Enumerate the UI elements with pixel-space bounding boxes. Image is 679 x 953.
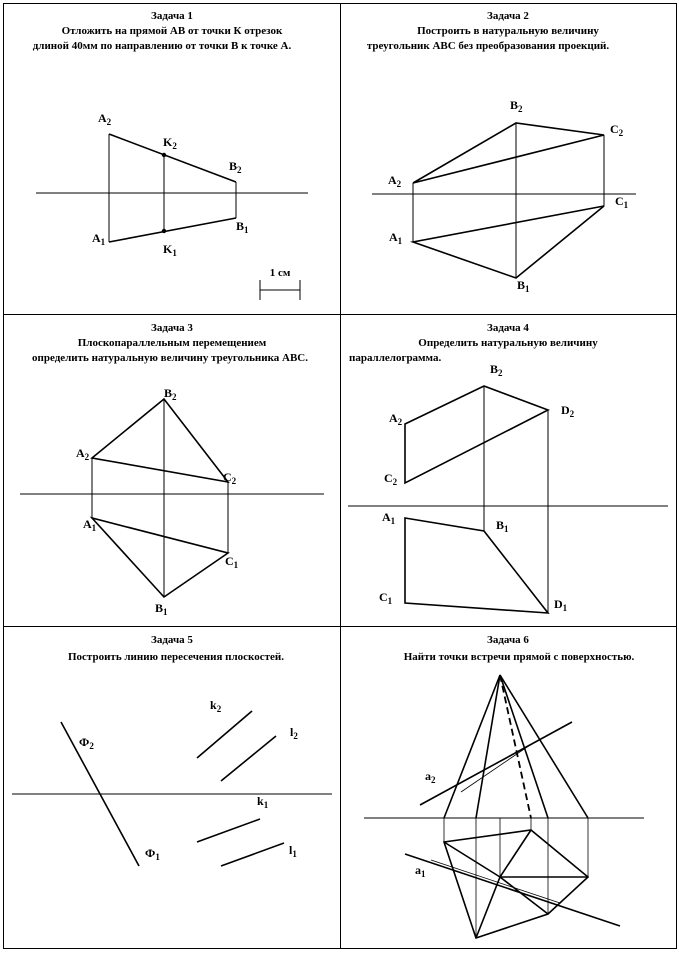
task-4-label-d1: $D_1$ (554, 597, 568, 613)
task-4-label-c2: $C_2$ (384, 471, 398, 487)
task-6-label-a1: $a_1$ (415, 863, 426, 879)
task-1-text-line-1: Отложить на прямой АВ от точки К отрезок (61, 25, 283, 37)
task-3-label-b2: $B_2$ (164, 386, 177, 402)
task-6-front-edge-1 (444, 675, 500, 818)
task-6-label-a2: $a_2$ (425, 769, 436, 785)
task-6-top-edge-1 (444, 842, 500, 877)
task-2-panel (367, 10, 636, 294)
task-2-label-c2: $C_2$ (610, 122, 624, 138)
task-1-point-k1 (162, 229, 166, 233)
task-1-scale-bar (260, 280, 300, 300)
task-5-line-k2 (197, 711, 252, 758)
task-4-label-b2: $B_2$ (490, 362, 503, 378)
task-4-text-line-1: Определить натуральную величину (418, 337, 598, 349)
task-6-top-base (444, 830, 588, 938)
task-3-triangle-top (92, 518, 228, 597)
task-3-label-b1: $B_1$ (155, 601, 168, 617)
task-5-drawing (12, 711, 332, 866)
task-2-triangle-top (413, 206, 604, 278)
task-3-drawing (20, 399, 324, 597)
task-4-title: Задача 4 (487, 322, 529, 334)
task-2-label-c1: $C_1$ (615, 194, 629, 210)
task-5-label-l2: $l_2$ (290, 725, 298, 741)
task-6-top-edge-5 (500, 830, 531, 877)
task-4-panel (348, 322, 668, 613)
grid-frame (4, 4, 677, 949)
task-5-panel (12, 634, 332, 866)
task-3-text-line-2: определить натуральную величину треугольника АВС. (32, 352, 308, 364)
task-4-text-line-2: параллелограмма. (349, 352, 442, 364)
task-5-label-k2: $k_2$ (210, 698, 222, 714)
task-3-panel (20, 322, 324, 617)
task-3-text-line-1: Плоскопараллельным перемещением (77, 337, 267, 349)
task-6-front-edge-4 (500, 675, 588, 818)
task-2-label-b1: $B_1$ (517, 278, 530, 294)
task-5-title: Задача 5 (151, 634, 193, 646)
task-2-text-line-1: Построить в натуральную величину (417, 25, 599, 37)
task-3-triangle-front (92, 399, 228, 482)
task-2-label-a2: $A_2$ (388, 173, 402, 189)
task-4-label-a1: $A_1$ (382, 510, 396, 526)
task-5-label-f1: $Ф_1$ (145, 846, 160, 862)
task-5-line-l2 (221, 736, 276, 781)
task-4-label-b1: $B_1$ (496, 518, 509, 534)
task-6-line-a2 (420, 722, 572, 805)
task-1-label-k1: $K_1$ (163, 242, 177, 258)
task-3-title: Задача 3 (151, 322, 193, 334)
task-1-point-k2 (162, 153, 166, 157)
task-4-parallelogram-top (405, 518, 548, 613)
task-3-label-a2: $A_2$ (76, 446, 90, 462)
task-2-label-b2: $B_2$ (510, 98, 523, 114)
task-4-label-a2: $A_2$ (389, 411, 403, 427)
task-6-top-edge-2 (476, 877, 500, 938)
task-2-label-a1: $A_1$ (389, 230, 403, 246)
task-1-text-line-2: длиной 40мм по направлению от точки В к точке А. (32, 40, 292, 52)
task-2-text-line-2: треугольник АВС без преобразования проекций. (366, 40, 610, 52)
task-6-front-edge-2 (476, 675, 500, 818)
task-5-line-k1 (197, 819, 260, 842)
task-5-line-l1 (221, 843, 284, 866)
task-1-label-b2: $B_2$ (229, 159, 242, 175)
task-6-text-line-1: Найти точки встречи прямой с поверхностью. (403, 651, 635, 663)
task-1-label-b1: $B_1$ (236, 219, 249, 235)
task-6-drawing (364, 675, 644, 938)
task-4-parallelogram-front (405, 386, 548, 483)
task-2-triangle-front (413, 123, 604, 183)
task-3-label-c1: $C_1$ (225, 554, 239, 570)
task-6-title: Задача 6 (487, 634, 529, 646)
task-6-top-edge-3 (500, 877, 548, 914)
task-1-drawing (36, 134, 308, 300)
task-4-label-d2: $D_2$ (561, 403, 575, 419)
task-1-line-a1b1 (109, 218, 236, 242)
task-2-drawing (372, 123, 636, 278)
task-6-panel (364, 634, 644, 938)
task-1-panel (33, 10, 308, 300)
task-3-label-a1: $A_1$ (83, 517, 97, 533)
task-5-label-f2: $Ф_2$ (79, 735, 94, 751)
task-5-text-line-1: Построить линию пересечения плоскостей. (67, 651, 285, 663)
task-5-label-k1: $k_1$ (257, 794, 269, 810)
task-5-label-l1: $l_1$ (289, 843, 297, 859)
task-2-title: Задача 2 (487, 10, 529, 22)
task-1-scale-label: 1 см (269, 267, 291, 279)
task-1-label-k2: $K_2$ (163, 135, 177, 151)
task-1-label-a2: $A_2$ (98, 111, 112, 127)
task-3-label-c2: $C_2$ (223, 470, 237, 486)
task-6-front-edge-3 (500, 675, 548, 818)
task-1-label-a1: $A_1$ (92, 231, 106, 247)
task-1-title: Задача 1 (151, 10, 193, 22)
task-4-label-c1: $C_1$ (379, 590, 393, 606)
